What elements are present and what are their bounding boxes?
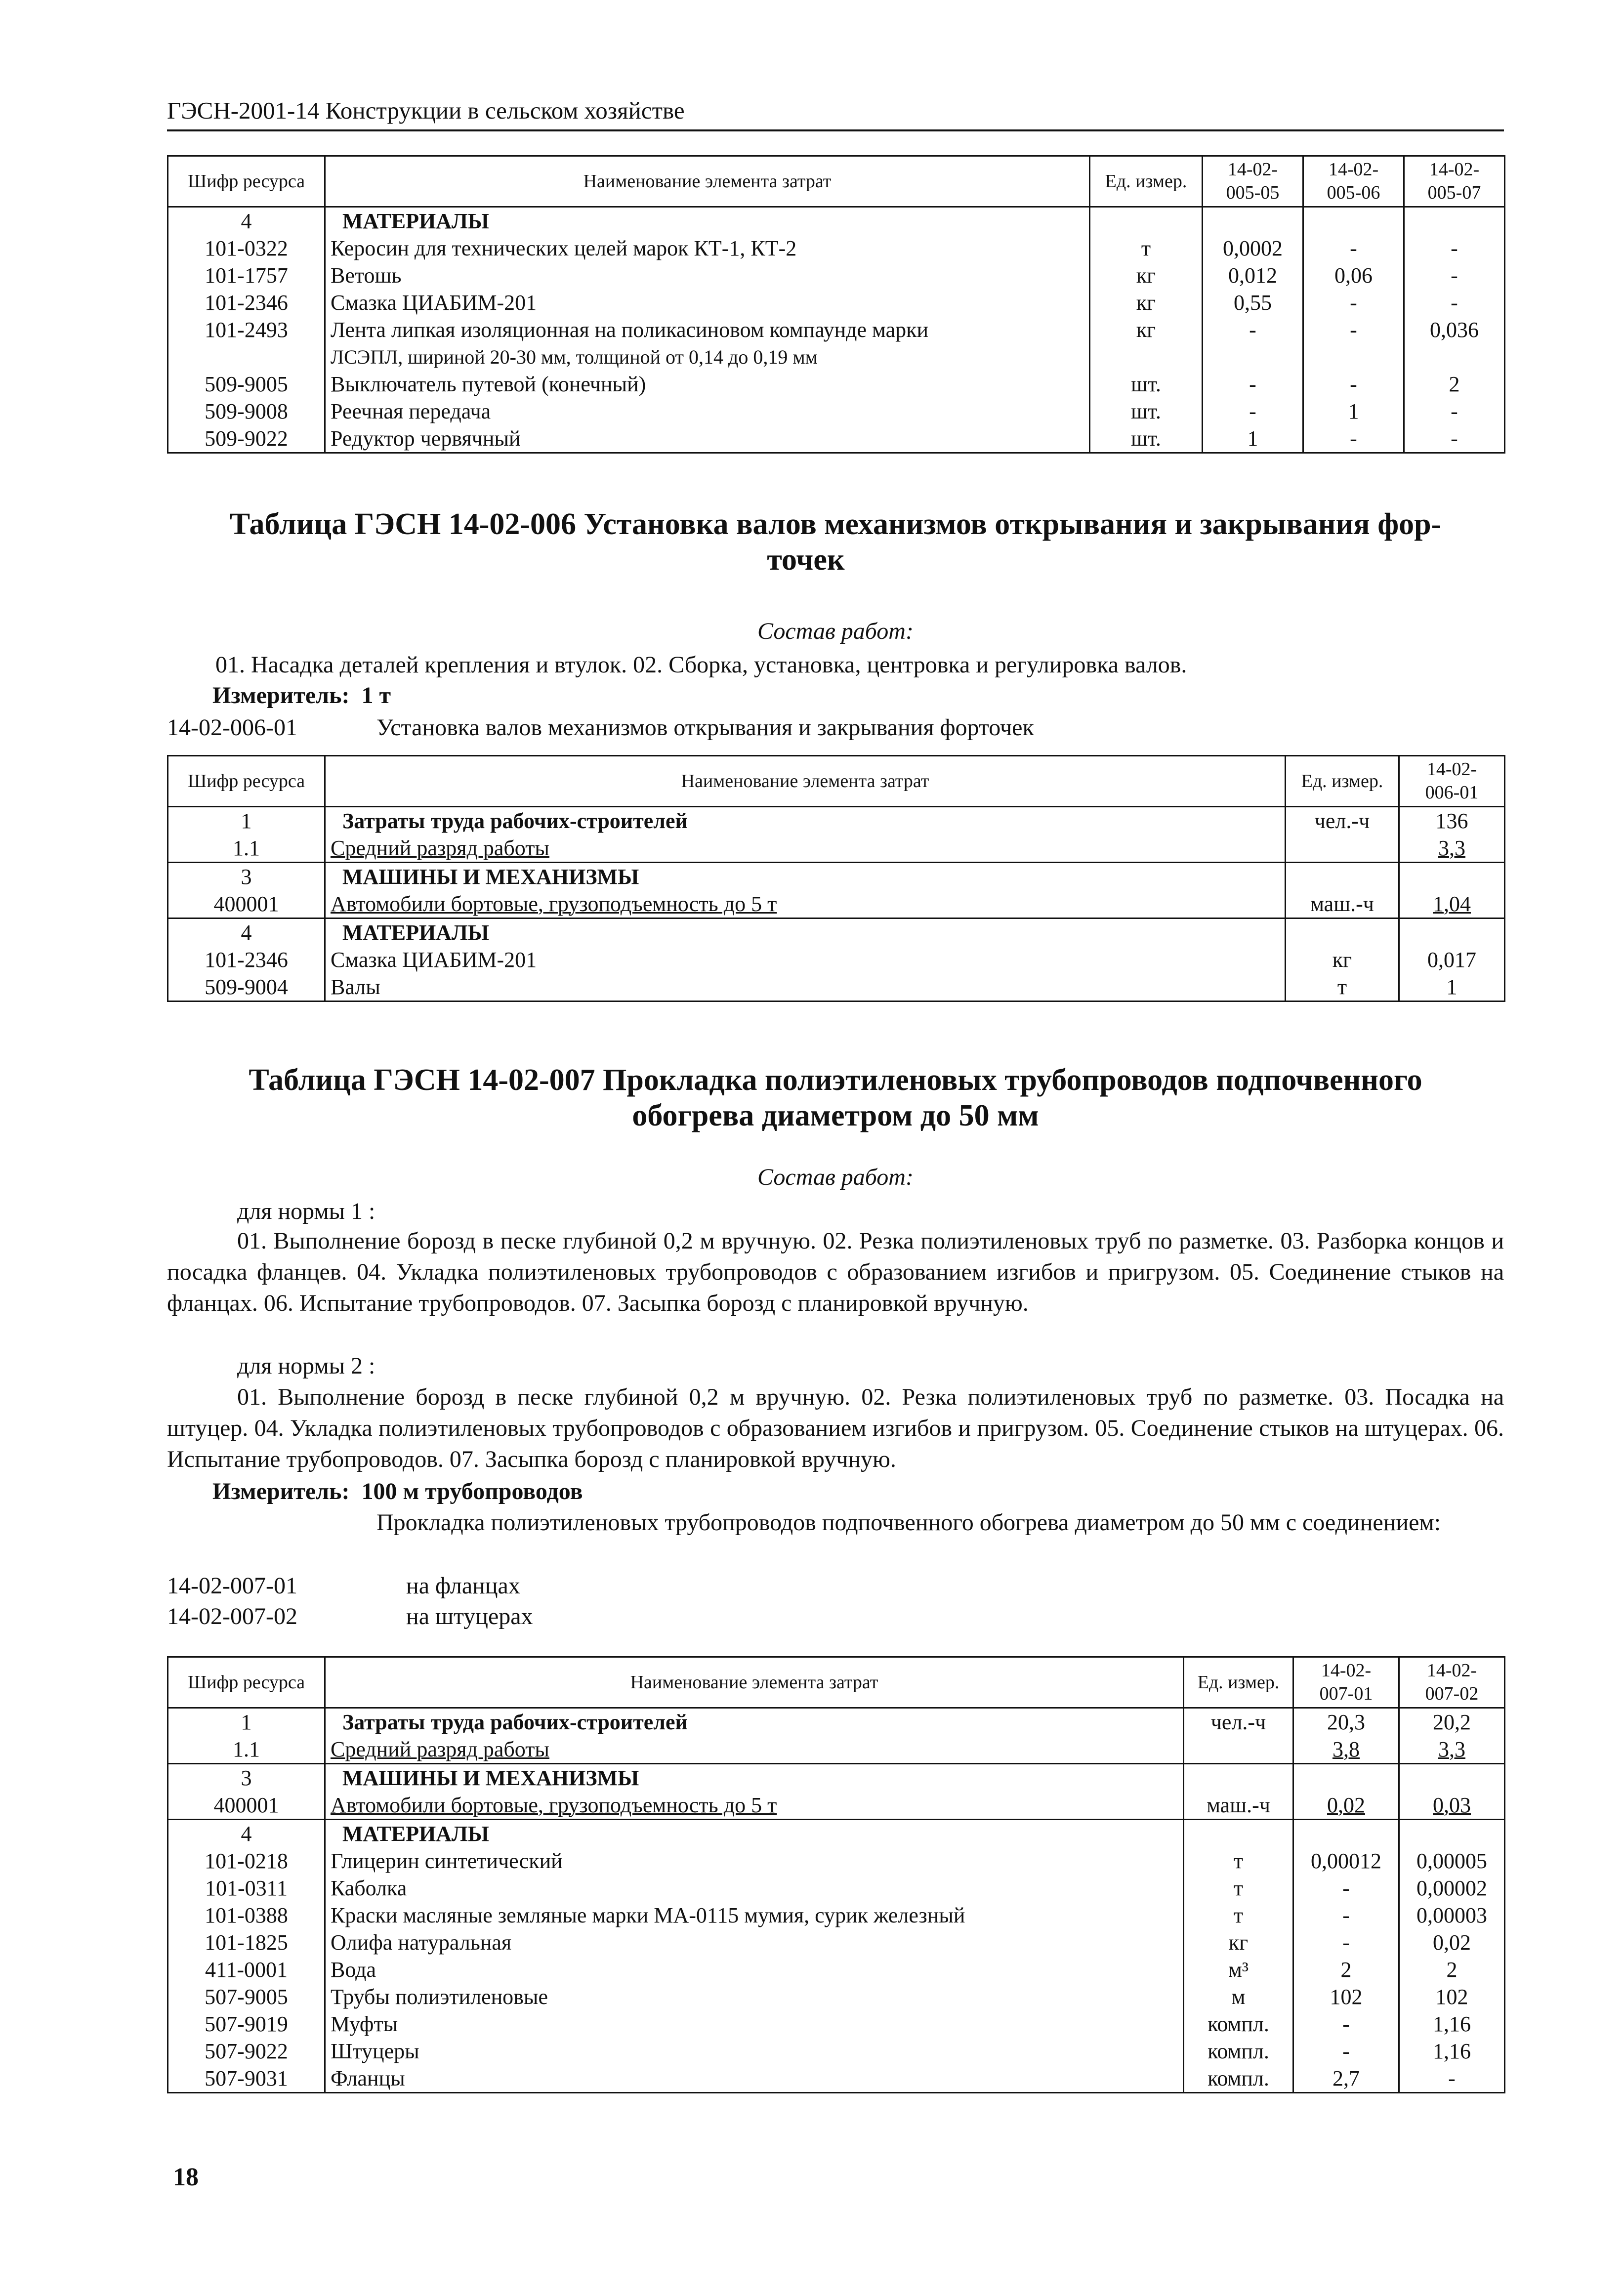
measure-line: Измеритель: 100 м трубопроводов [212,1478,583,1504]
norm-code: 14-02-007-01 [167,1573,297,1599]
norm-value: - [1303,289,1404,316]
norm-name: на штуцерах [406,1603,533,1629]
resource-name: Смазка ЦИАБИМ-201 [325,946,1286,973]
norm-value: - [1293,2038,1399,2065]
col-header-unit: Ед. измер. [1184,1657,1293,1708]
col-header-code: Шифр ресурса [168,756,325,807]
norm-value: 0,012 [1203,262,1303,289]
header-rule [167,129,1504,131]
norm-value: - [1404,262,1505,289]
unit-of-measure: кг [1090,262,1203,289]
norm-value [1404,343,1505,371]
resource-code: 1.1 [168,835,325,863]
norm-value [1399,1820,1505,1848]
norm-value: 0,00002 [1399,1875,1505,1902]
table-row [168,2010,1505,2038]
work-composition-label: Состав работ: [757,618,914,644]
table-row [168,316,1505,343]
norm-code: 14-02-006-01 [167,714,297,741]
resource-code: 509-9022 [168,425,325,453]
col-header-unit: Ед. измер. [1090,156,1203,207]
resource-code [168,343,325,371]
norm-value [1293,1764,1399,1792]
norm-value: 0,00012 [1293,1847,1399,1875]
resource-name: Краски масляные земляные марки МА-0115 мумия, сурик железный [325,1902,1184,1929]
norm-value: 1,04 [1399,890,1505,918]
norm-value: 1 [1303,398,1404,425]
norm-value: 1,16 [1399,2038,1505,2065]
table-row [168,835,1505,863]
norm-value [1404,207,1505,235]
norm2-label: для нормы 2 : [237,1353,375,1379]
resource-name: Реечная передача [325,398,1090,425]
page-number: 18 [173,2163,199,2191]
norm-value: - [1404,398,1505,425]
resource-code: 507-9022 [168,2038,325,2065]
resource-code: 509-9008 [168,398,325,425]
resource-code: 101-0311 [168,1875,325,1902]
resource-name: Автомобили бортовые, грузоподъемность до 5 т [325,890,1286,918]
unit-of-measure: шт. [1090,425,1203,453]
norm-value: 1 [1399,973,1505,1002]
norm-value: - [1303,425,1404,453]
table-row [168,1875,1505,1902]
resource-name: Олифа натуральная [325,1929,1184,1956]
table-row [168,1820,1505,1848]
table-row [168,1902,1505,1929]
table-row [168,1956,1505,1983]
norm-value: 3,8 [1293,1736,1399,1764]
resource-code: 400001 [168,890,325,918]
norm-value: 0,00003 [1399,1902,1505,1929]
col-header-code: Шифр ресурса [168,1657,325,1708]
norm-value: - [1293,1929,1399,1956]
table-row [168,1708,1505,1736]
col-header-code: Шифр ресурса [168,156,325,207]
resource-code: 101-1757 [168,262,325,289]
resource-code: 101-0322 [168,235,325,262]
norm-value: 2 [1399,1956,1505,1983]
resource-table-005 [167,155,1505,454]
table-row [168,398,1505,425]
resource-name: Автомобили бортовые, грузоподъемность до 5 т [325,1792,1184,1820]
table-row [168,235,1505,262]
resource-code: 509-9005 [168,371,325,398]
resource-name: Штуцеры [325,2038,1184,2065]
measure-line: Измеритель: 1 т [212,682,391,709]
norm-value: - [1303,371,1404,398]
resource-name: Смазка ЦИАБИМ-201 [325,289,1090,316]
norm-value: 0,0002 [1203,235,1303,262]
table-row [168,1736,1505,1764]
resource-code: 1 [168,1708,325,1736]
norm-value: 0,02 [1399,1929,1505,1956]
resource-code: 101-1825 [168,1929,325,1956]
norm-value: - [1293,1902,1399,1929]
resource-code: 507-9005 [168,1983,325,2010]
norm-value: - [1203,398,1303,425]
norm-code: 14-02-007-02 [167,1603,297,1629]
unit-of-measure [1090,343,1203,371]
resource-code: 1.1 [168,1736,325,1764]
norm-value: 0,00005 [1399,1847,1505,1875]
resource-name: МАТЕРИАЛЫ [325,1820,1184,1848]
resource-code: 4 [168,918,325,947]
norm-value: 3,3 [1399,835,1505,863]
norm-value [1203,207,1303,235]
resource-name: МАТЕРИАЛЫ [325,207,1090,235]
resource-code: 4 [168,1820,325,1848]
resource-code: 4 [168,207,325,235]
unit-of-measure: т [1184,1902,1293,1929]
norm-value: - [1293,2010,1399,2038]
work-composition-text-1: 01. Выполнение борозд в песке глубиной 0,2 м вручную. 02. Резка полиэтиленовых труб по разметке. 03. Разборка концов и посадка фланцев. 04. Укладка полиэтиленовых трубопроводов с образованием изгибов и пригрузом. 05. Соединение стыков на фланцах. 06. Испытание трубопроводов. 07. Засыпка борозд с планировкой вручную. [167,1228,1504,1316]
norm1-label: для нормы 1 : [237,1198,375,1224]
unit-of-measure [1286,863,1399,891]
table-row [168,946,1505,973]
table-row [168,2038,1505,2065]
norm-value: - [1203,316,1303,343]
resource-code: 411-0001 [168,1956,325,1983]
resource-name: Ветошь [325,262,1090,289]
resource-code: 1 [168,807,325,835]
norm-value: - [1303,235,1404,262]
resource-code: 101-2493 [168,316,325,343]
unit-of-measure [1286,918,1399,947]
unit-of-measure: м³ [1184,1956,1293,1983]
resource-table-007 [167,1656,1505,2093]
norm-value: 2 [1404,371,1505,398]
table-row [168,289,1505,316]
resource-name: Муфты [325,2010,1184,2038]
resource-table-006 [167,755,1505,1002]
norm-group-description: Прокладка полиэтиленовых трубопроводов подпочвенного обогрева диаметром до 50 мм с соединением: [376,1509,1441,1536]
unit-of-measure: кг [1090,316,1203,343]
table-row [168,1847,1505,1875]
resource-name: МАШИНЫ И МЕХАНИЗМЫ [325,1764,1184,1792]
table-row [168,343,1505,371]
page-header-title: ГЭСН-2001-14 Конструкции в сельском хозяйстве [167,97,685,124]
table-row [168,890,1505,918]
col-header-norm: 14-02- 007-01 [1293,1657,1399,1708]
unit-of-measure: шт. [1090,371,1203,398]
norm-value: 1,16 [1399,2010,1505,2038]
norm-value [1399,1764,1505,1792]
resource-name: Валы [325,973,1286,1002]
unit-of-measure [1184,1820,1293,1848]
col-header-norm: 14-02- 007-02 [1399,1657,1505,1708]
table-row [168,918,1505,947]
resource-code: 507-9019 [168,2010,325,2038]
resource-name: Фланцы [325,2065,1184,2093]
resource-name: Затраты труда рабочих-строителей [325,807,1286,835]
norm-value: - [1404,425,1505,453]
work-composition-label: Состав работ: [757,1164,914,1190]
unit-of-measure: т [1090,235,1203,262]
norm-value [1303,207,1404,235]
resource-name: Керосин для технических целей марок КТ-1, КТ-2 [325,235,1090,262]
norm-value: - [1303,316,1404,343]
resource-code: 507-9031 [168,2065,325,2093]
table-row [168,1929,1505,1956]
unit-of-measure [1286,835,1399,863]
resource-name: Редуктор червячный [325,425,1090,453]
norm-value [1303,343,1404,371]
unit-of-measure: кг [1184,1929,1293,1956]
resource-name: Средний разряд работы [325,835,1286,863]
norm-value: 0,03 [1399,1792,1505,1820]
unit-of-measure [1184,1764,1293,1792]
table-row [168,371,1505,398]
resource-code: 400001 [168,1792,325,1820]
unit-of-measure [1090,207,1203,235]
table-heading-007: Таблица ГЭСН 14-02-007 Прокладка полиэтиленовых трубопроводов подпочвенного обогрева диаметром до 50 мм [249,1063,1422,1132]
resource-code: 3 [168,1764,325,1792]
norm-value: 102 [1399,1983,1505,2010]
col-header-norm: 14-02- 005-06 [1303,156,1404,207]
col-header-name: Наименование элемента затрат [325,1657,1184,1708]
resource-name: ЛСЭПЛ, шириной 20-30 мм, толщиной от 0,14 до 0,19 мм [325,343,1090,371]
resource-name: Затраты труда рабочих-строителей [325,1708,1184,1736]
table-row [168,1764,1505,1792]
norm-value: 136 [1399,807,1505,835]
col-header-unit: Ед. измер. [1286,756,1399,807]
unit-of-measure: маш.-ч [1286,890,1399,918]
norm-value: 3,3 [1399,1736,1505,1764]
table-row [168,863,1505,891]
norm-value: 1 [1203,425,1303,453]
unit-of-measure: маш.-ч [1184,1792,1293,1820]
norm-value: - [1399,2065,1505,2093]
norm-value: 0,55 [1203,289,1303,316]
norm-value: 2 [1293,1956,1399,1983]
resource-code: 101-0218 [168,1847,325,1875]
resource-name: Средний разряд работы [325,1736,1184,1764]
unit-of-measure [1184,1736,1293,1764]
table-heading-006: Таблица ГЭСН 14-02-006 Установка валов механизмов открывания и закрывания фор- точек [229,507,1442,577]
col-header-norm: 14-02- 005-07 [1404,156,1505,207]
norm-value [1293,1820,1399,1848]
resource-name: Вода [325,1956,1184,1983]
norm-value: - [1404,235,1505,262]
col-header-name: Наименование элемента затрат [325,756,1286,807]
norm-value: - [1293,1875,1399,1902]
resource-name: Лента липкая изоляционная на поликасиновом компаунде марки [325,316,1090,343]
norm-name: на фланцах [406,1573,520,1599]
resource-name: Трубы полиэтиленовые [325,1983,1184,2010]
unit-of-measure: т [1286,973,1399,1002]
norm-name: Установка валов механизмов открывания и закрывания форточек [376,714,1034,741]
table-row [168,2065,1505,2093]
resource-name: Каболка [325,1875,1184,1902]
resource-name: МАТЕРИАЛЫ [325,918,1286,947]
resource-name: Глицерин синтетический [325,1847,1184,1875]
norm-value: 102 [1293,1983,1399,2010]
table-row [168,1792,1505,1820]
norm-value: - [1404,289,1505,316]
table-row [168,425,1505,453]
unit-of-measure: шт. [1090,398,1203,425]
norm-value [1399,918,1505,947]
norm-value: 0,02 [1293,1792,1399,1820]
unit-of-measure: компл. [1184,2010,1293,2038]
table-row [168,207,1505,235]
col-header-norm: 14-02- 005-05 [1203,156,1303,207]
unit-of-measure: кг [1090,289,1203,316]
unit-of-measure: компл. [1184,2038,1293,2065]
norm-value: 0,036 [1404,316,1505,343]
resource-code: 3 [168,863,325,891]
unit-of-measure: т [1184,1875,1293,1902]
col-header-name: Наименование элемента затрат [325,156,1090,207]
norm-value [1203,343,1303,371]
work-composition-text: 01. Насадка деталей крепления и втулок. 02. Сборка, установка, центровка и регулировка валов. [215,652,1187,678]
norm-value: 20,2 [1399,1708,1505,1736]
norm-value: 20,3 [1293,1708,1399,1736]
unit-of-measure: чел.-ч [1286,807,1399,835]
table-row [168,262,1505,289]
unit-of-measure: компл. [1184,2065,1293,2093]
table-row [168,1983,1505,2010]
col-header-norm: 14-02- 006-01 [1399,756,1505,807]
unit-of-measure: кг [1286,946,1399,973]
work-composition-text-2: 01. Выполнение борозд в песке глубиной 0,2 м вручную. 02. Резка полиэтиленовых труб по разметке. 03. Посадка на штуцер. 04. Укладка полиэтиленовых трубопроводов с образованием изгибов и пригрузом. 05. Соединение стыков на штуцерах. 06. Испытание трубопроводов. 07. Засыпка борозд с планировкой вручную. [167,1384,1504,1472]
table-row [168,807,1505,835]
resource-code: 509-9004 [168,973,325,1002]
norm-value: 0,017 [1399,946,1505,973]
resource-name: МАШИНЫ И МЕХАНИЗМЫ [325,863,1286,891]
resource-code: 101-2346 [168,946,325,973]
norm-value: 2,7 [1293,2065,1399,2093]
resource-code: 101-2346 [168,289,325,316]
norm-value: - [1203,371,1303,398]
resource-code: 101-0388 [168,1902,325,1929]
resource-name: Выключатель путевой (конечный) [325,371,1090,398]
unit-of-measure: чел.-ч [1184,1708,1293,1736]
norm-value [1399,863,1505,891]
norm-value: 0,06 [1303,262,1404,289]
table-row [168,973,1505,1002]
unit-of-measure: т [1184,1847,1293,1875]
unit-of-measure: м [1184,1983,1293,2010]
